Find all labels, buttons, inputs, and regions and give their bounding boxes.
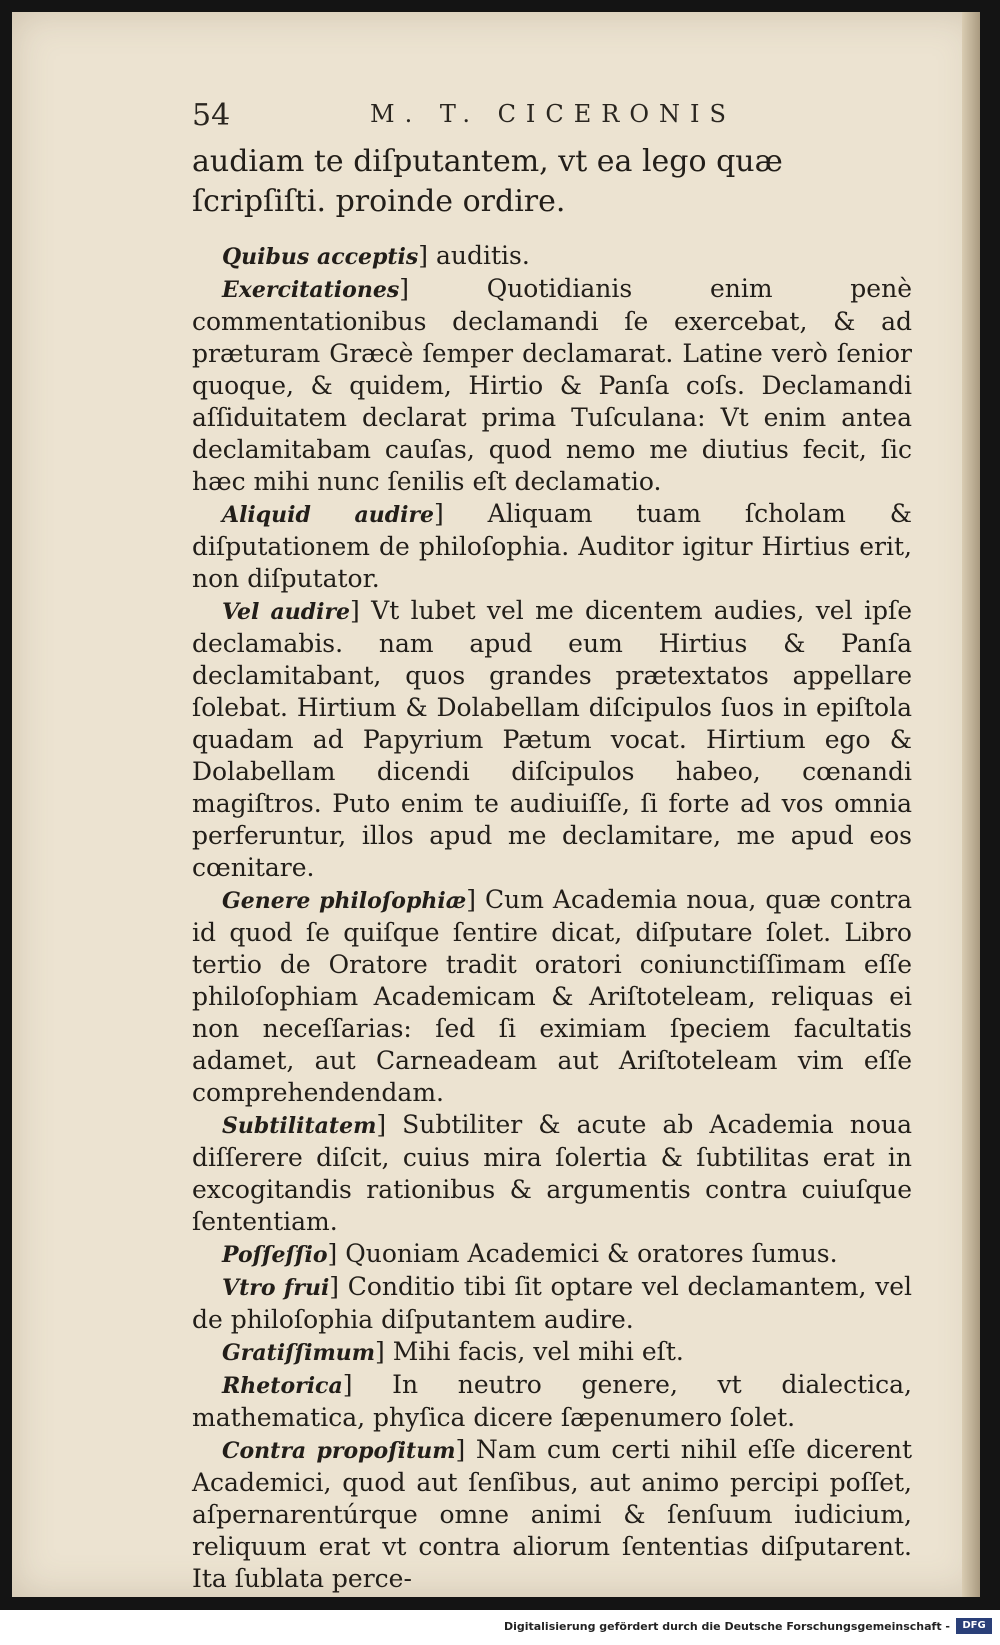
note-lemma: Aliquid audire (222, 502, 435, 528)
note-text: ] Aliquam tuam ſcholam & diſputationem de philoſophia. Auditor igitur Hirtius erit, non diſputator. (192, 499, 912, 593)
page-number: 54 (192, 98, 231, 133)
note (192, 1434, 912, 1595)
text-body (192, 142, 912, 1595)
note-text: ] Quotidianis enim penè commentationibus declamandi ſe exercebat, & ad præturam Græcè ſemper declamarat. Latine verò ſenior quoque, & quidem, Hirtio & Panſa coſs. Declamandi aſſiduitatem declarat prima Tuſculana: Vt enim antea declamitabam cauſas, quod nemo me diutius fecit, ſic hæc mihi nunc ſenilis eſt declamatio. (192, 274, 912, 496)
note-lemma: Rhetorica (222, 1373, 343, 1399)
note-text: ] Cum Academia noua, quæ contra id quod ſe quiſque ſentire dicat, diſputare ſolet. Libro tertio de Oratore tradit oratori coniunctiſſimam eſſe philoſophiam Academicam & Ariſtoteleam, reliquas ei non neceſſarias: ſed ſi eximiam ſpeciem facultatis adamet, aut Carneadeam aut Ariſtoteleam vim eſſe comprehendendam. (192, 885, 912, 1107)
note-text: ] Subtiliter & acute ab Academia noua diſſerere diſcit, cuius mira ſolertia & ſubtilitas erat in excogitandis rationibus & argumentis contra cuiuſque ſententiam. (192, 1110, 912, 1236)
header-title: M. T. CICERONIS (370, 100, 736, 128)
note-text: ] auditis. (418, 241, 530, 270)
note-text: ] Vt lubet vel me dicentem audies, vel ipſe declamabis. nam apud eum Hirtius & Panſa declamitabant, quos grandes prætextatos appellare ſolebat. Hirtium & Dolabellam diſcipulos ſuos in epiſtola quadam ad Papyrium Pætum vocat. Hirtium ego & Dolabellam dicendi diſcipulos habeo, cœnandi magiſtros. Puto enim te audiuiſſe, ſi forte ad vos omnia perferuntur, illos apud me declamitare, me apud eos cœnitare. (192, 596, 912, 882)
digitization-footer (0, 1610, 1000, 1645)
note-text: ] Mihi facis, vel mihi eſt. (375, 1337, 684, 1366)
note-lemma: Gratiſſimum (222, 1340, 375, 1366)
note-lemma: Vel audire (222, 599, 351, 625)
page-edge (962, 12, 980, 1597)
funding-credit: Digitalisierung gefördert durch die Deutsche Forschungsgemeinschaft - (503, 1620, 950, 1633)
note-text: ] In neutro genere, vt dialectica, mathematica, phyſica dicere ſæpenumero ſolet. (192, 1370, 912, 1432)
note (192, 273, 912, 498)
note-lemma: Contra propoſitum (222, 1438, 456, 1464)
note-lemma: Exercitationes (222, 277, 400, 303)
note-lemma: Poſſeſſio (222, 1242, 328, 1268)
note (192, 595, 912, 884)
opening-lines: audiam te diſputantem, vt ea lego quæ ſcripſiſti. proinde ordire. (192, 144, 783, 219)
note (192, 498, 912, 595)
note (192, 1271, 912, 1336)
note (192, 884, 912, 1109)
note (192, 1109, 912, 1238)
note-lemma: Quibus acceptis (222, 244, 419, 270)
note-text: ] Conditio tibi ſit optare vel declamantem, vel de philoſophia diſputantem audire. (192, 1272, 912, 1334)
note (192, 1369, 912, 1434)
note (192, 1336, 912, 1369)
running-head (192, 98, 752, 138)
note-text: ] Nam cum certi nihil eſſe dicerent Academici, quod aut ſenſibus, aut animo percipi poſſet, aſpernarentúrque omne animi & ſenſuum iudicium, reliquum erat vt contra aliorum ſententias diſputarent. Ita ſublata perce- (192, 1435, 912, 1593)
note (192, 1238, 912, 1271)
note-lemma: Genere philoſophiæ (222, 888, 467, 914)
note-lemma: Vtro frui (222, 1275, 330, 1301)
dfg-logo: DFG (956, 1618, 992, 1634)
book-page (12, 12, 980, 1597)
note (192, 240, 912, 273)
note-text: ] Quoniam Academici & oratores ſumus. (327, 1239, 838, 1268)
note-lemma: Subtilitatem (222, 1113, 377, 1139)
